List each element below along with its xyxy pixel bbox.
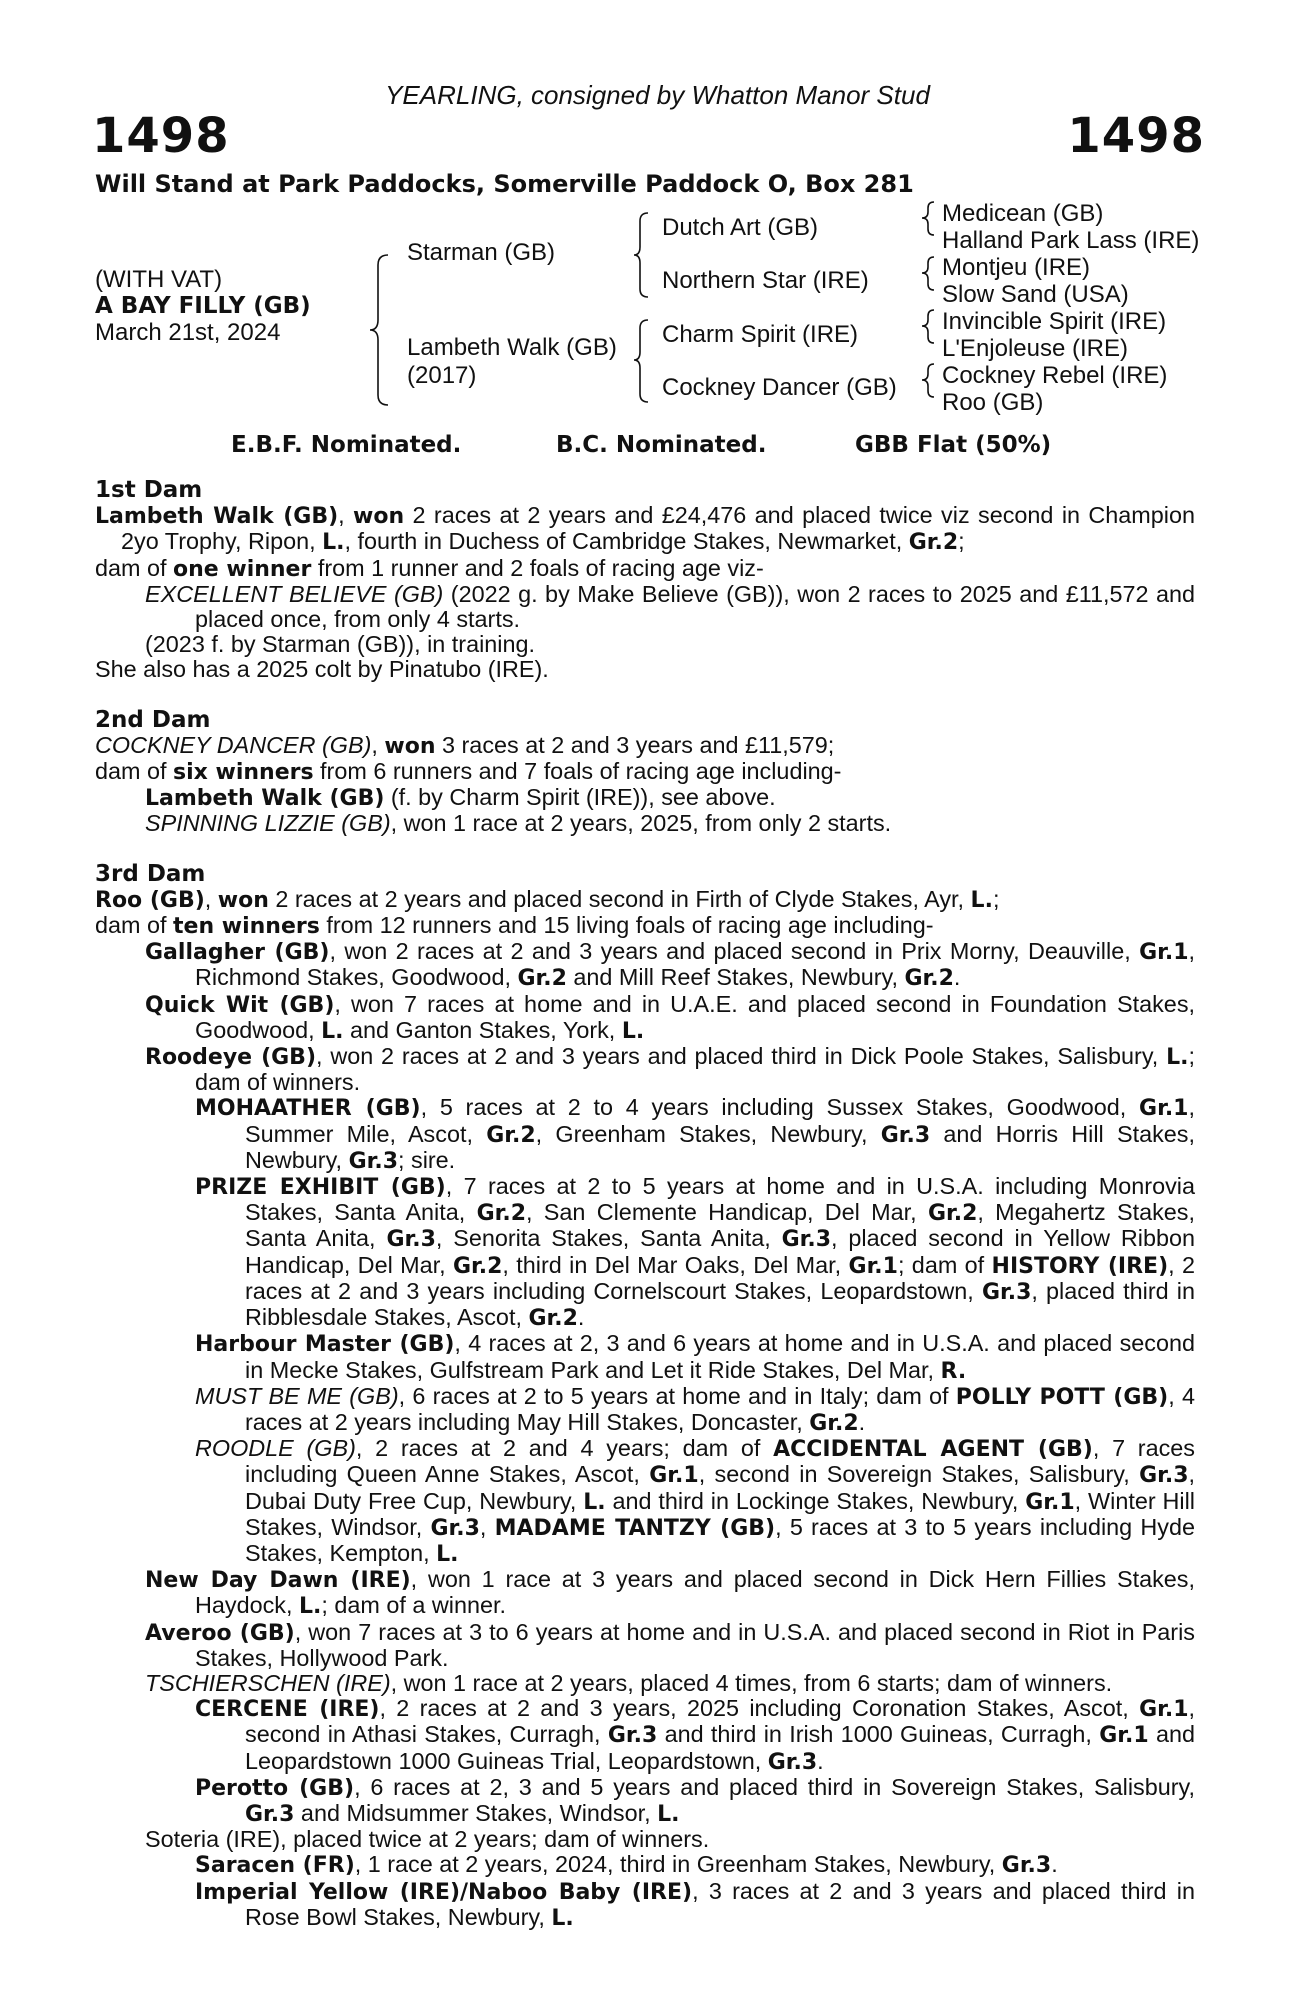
produce-entry — [95, 913, 1195, 939]
text-run: 2 races at 2 years and £24,476 and placed twice viz second in Champion 2yo Trophy, Ripon, — [121, 502, 1196, 555]
bold-text: Gr.1 — [1139, 1697, 1189, 1723]
bold-text: Averoo (GB) — [145, 1620, 295, 1646]
text-run: , 1 race at 2 years, 2024, third in Greenham Stakes, Newbury, — [354, 1851, 1002, 1878]
bold-text: Gr.2 — [927, 1201, 978, 1227]
text-run: and Ganton Stakes, York, — [343, 1016, 622, 1043]
produce-entry — [95, 1331, 1195, 1383]
bold-text: six winners — [173, 760, 314, 786]
bold-text: PRIZE EXHIBIT (GB) — [195, 1175, 446, 1201]
bold-text: L. — [299, 1594, 322, 1620]
text-run: ; dam of winners. — [195, 1043, 1195, 1096]
produce-entry — [95, 582, 1195, 632]
produce-entry — [95, 1044, 1195, 1095]
bold-text: Gr.3 — [1139, 1463, 1189, 1489]
bold-text: Gr.3 — [348, 1148, 398, 1174]
produce-entry — [95, 811, 1195, 836]
pedigree-dsd: L'Enjoleuse (IRE) — [942, 335, 1128, 362]
produce-entry — [95, 632, 1195, 657]
text-run: , Richmond Stakes, Goodwood, — [195, 938, 1196, 991]
text-run: , 6 races at 2 to 5 years at home and in Italy; dam of — [398, 1382, 956, 1409]
text-run: dam of — [95, 912, 174, 939]
text-run: from 6 runners and 7 foals of racing age including- — [313, 758, 842, 785]
text-run: and Mill Reef Stakes, Newbury, — [566, 964, 905, 991]
produce-entry — [95, 556, 1195, 582]
text-run: from 1 runner and 2 foals of racing age viz- — [311, 554, 764, 581]
text-run: 2 races at 2 years and placed second in Firth of Clyde Stakes, Ayr, — [268, 885, 971, 912]
italic-text: SPINNING LIZZIE (GB) — [145, 810, 391, 837]
bold-text: Gr.2 — [476, 1201, 526, 1227]
text-run: and third in Irish 1000 Guineas, Curragh, — [657, 1721, 1100, 1748]
text-run: , San Clemente Handicap, Del Mar, — [526, 1199, 928, 1226]
text-run: and Midsummer Stakes, Windsor, — [294, 1799, 658, 1826]
consignor-line: YEARLING, consigned by Whatton Manor Stud — [385, 80, 930, 110]
pedigree-sds: Montjeu (IRE) — [942, 254, 1091, 281]
pedigree-dam-dam: Cockney Dancer (GB) — [662, 374, 897, 401]
bold-text: Gr.1 — [848, 1253, 898, 1279]
text-run: (2023 f. by Starman (GB)), in training. — [145, 631, 536, 658]
bc-nomination: B.C. Nominated. — [556, 432, 767, 458]
bold-text: Lambeth Walk (GB) — [95, 504, 339, 530]
text-run: ; sire. — [398, 1146, 456, 1173]
bold-text: won — [353, 504, 405, 530]
produce-entry — [95, 1696, 1195, 1775]
text-run: , 5 races at 2 to 4 years including Sussex Stakes, Goodwood, — [420, 1094, 1140, 1121]
bold-text: Gr.3 — [767, 1749, 818, 1775]
italic-text: TSCHIERSCHEN (IRE) — [145, 1669, 391, 1696]
produce-entry — [95, 759, 1195, 785]
text-run: , — [371, 731, 385, 758]
bold-text: Gr.2 — [809, 1410, 859, 1436]
bold-text: L. — [436, 1541, 459, 1567]
text-run: , 2 races at 2 and 3 years, 2025 including Coronation Stakes, Ascot, — [379, 1695, 1140, 1722]
bold-text: Gr.3 — [607, 1723, 658, 1749]
text-run: ; dam of a winner. — [321, 1592, 507, 1619]
bold-text: Gr.3 — [386, 1227, 436, 1253]
produce-entry — [95, 887, 1195, 913]
pedigree-sire: Starman (GB) — [407, 239, 556, 266]
italic-text: EXCELLENT BELIEVE (GB) — [145, 580, 444, 607]
produce-entry — [95, 992, 1195, 1044]
bold-text: Lambeth Walk (GB) — [145, 786, 385, 812]
produce-entry — [95, 1436, 1195, 1567]
bold-text: Imperial Yellow (IRE)/Naboo Baby (IRE) — [195, 1879, 693, 1905]
bold-text: won — [384, 733, 436, 759]
text-run: , Dubai Duty Free Cup, Newbury, — [245, 1461, 1196, 1514]
pedigree-ssd: Halland Park Lass (IRE) — [942, 227, 1200, 254]
text-run: , fourth in Duchess of Cambridge Stakes, Newmarket, — [344, 528, 909, 555]
bold-text: Gr.2 — [904, 966, 954, 992]
bold-text: L. — [657, 1801, 680, 1827]
pedigree-dds: Cockney Rebel (IRE) — [942, 362, 1168, 389]
bold-text: L. — [583, 1489, 606, 1515]
italic-text: MUST BE ME (GB) — [195, 1382, 399, 1409]
bold-text: Gr.1 — [1025, 1489, 1075, 1515]
bold-text: Gr.3 — [430, 1515, 480, 1541]
pedigree-sire-dam: Northern Star (IRE) — [662, 267, 869, 294]
text-run: , Summer Mile, Ascot, — [245, 1094, 1195, 1147]
bold-text: ten winners — [173, 914, 320, 940]
text-run: , 5 races at 3 to 5 years including Hyde Stakes, Kempton, — [245, 1513, 1195, 1566]
text-run: , won 1 race at 3 years and placed second in Dick Hern Fillies Stakes, Haydock, — [195, 1566, 1196, 1619]
pedigree-sss: Medicean (GB) — [942, 200, 1104, 227]
text-run: , won 2 races at 2 and 3 years and placed second in Prix Morny, Deauville, — [329, 938, 1140, 965]
text-run: ; dam of — [897, 1251, 992, 1278]
bold-text: L. — [621, 1018, 645, 1044]
produce-entry — [95, 1620, 1195, 1671]
bold-text: L. — [970, 887, 993, 913]
bold-text: New Day Dawn (IRE) — [145, 1568, 411, 1594]
text-run: and Horris Hill Stakes, Newbury, — [245, 1120, 1195, 1173]
text-run: Soteria (IRE), placed twice at 2 years; dam of winners. — [145, 1826, 710, 1853]
text-run: (f. by Charm Spirit (IRE)), see above. — [384, 784, 776, 811]
pedigree-dam: Lambeth Walk (GB) — [407, 334, 617, 361]
text-run: , second in Sovereign Stakes, Salisbury, — [698, 1461, 1140, 1488]
bold-text: MOHAATHER (GB) — [195, 1096, 421, 1122]
bold-text: ACCIDENTAL AGENT (GB) — [773, 1437, 1093, 1463]
text-run: , placed third in Ribblesdale Stakes, Ascot, — [245, 1277, 1195, 1331]
text-run: , Megahertz Stakes, Santa Anita, — [245, 1199, 1195, 1252]
bold-text: L. — [551, 1905, 574, 1931]
bold-text: Gallagher (GB) — [145, 940, 330, 966]
text-run: . — [858, 1408, 866, 1435]
text-run: , — [338, 502, 354, 529]
text-run: dam of — [95, 758, 174, 785]
italic-text: ROODLE (GB) — [195, 1435, 356, 1462]
produce-entry — [95, 1567, 1195, 1619]
bold-text: Gr.3 — [981, 1279, 1032, 1305]
bold-text: Quick Wit (GB) — [145, 992, 335, 1018]
text-run: , 2 races at 2 and 4 years; dam of — [355, 1435, 774, 1462]
bold-text: Gr.2 — [528, 1306, 578, 1332]
text-run: . — [577, 1304, 585, 1331]
text-run: , 7 races at 2 to 5 years at home and in U.S.A. including Monrovia Stakes, Santa Anita, — [245, 1173, 1195, 1226]
produce-entry — [95, 939, 1195, 991]
text-run: ; — [992, 885, 1000, 912]
text-run: (2022 g. by Make Believe (GB)), won 2 races to 2025 and £11,572 and placed once, from only 4 starts. — [195, 580, 1195, 633]
bold-text: Gr.2 — [908, 530, 959, 556]
text-run: , won 7 races at home and in U.A.E. and placed second in Foundation Stakes, Goodwood, — [195, 990, 1196, 1043]
text-run: , placed second in Yellow Ribbon Handicap, Del Mar, — [245, 1225, 1195, 1278]
bold-text: Gr.3 — [880, 1122, 931, 1148]
pedigree-dam-year: (2017) — [407, 362, 477, 389]
pedigree-dss: Invincible Spirit (IRE) — [942, 308, 1167, 335]
bold-text: MADAME TANTZY (GB) — [494, 1515, 776, 1541]
section-title: 1st Dam — [95, 477, 203, 503]
text-run: , Winter Hill Stakes, Windsor, — [245, 1487, 1196, 1540]
gbb-flat: GBB Flat (50%) — [855, 432, 1052, 458]
bold-text: L. — [322, 530, 345, 556]
bold-text: Gr.3 — [781, 1227, 832, 1253]
text-run: , 6 races at 2, 3 and 5 years and placed third in Sovereign Stakes, Salisbury, — [354, 1773, 1195, 1800]
text-run: , 3 races at 2 and 3 years and placed third in Rose Bowl Stakes, Newbury, — [245, 1877, 1195, 1930]
produce-entry — [95, 733, 1195, 759]
text-run: dam of — [95, 554, 174, 581]
text-run: from 12 runners and 15 living foals of racing age including- — [319, 912, 934, 939]
bold-text: Gr.3 — [1001, 1853, 1052, 1879]
text-run: , Greenham Stakes, Newbury, — [535, 1120, 881, 1147]
text-run: . — [953, 964, 961, 991]
text-run: , 7 races including Queen Anne Stakes, Ascot, — [245, 1435, 1196, 1488]
text-run: , 4 races at 2, 3 and 6 years at home and in U.S.A. and placed second in Mecke Stakes, Gulfstream Park and Let it Ride Stakes, Del Mar, — [245, 1330, 1195, 1383]
stabling-location: Will Stand at Park Paddocks, Somerville Paddock O, Box 281 — [95, 170, 914, 198]
bold-text: Gr.2 — [517, 966, 567, 992]
text-run: , third in Del Mar Oaks, Del Mar, — [502, 1251, 849, 1278]
produce-entry — [95, 503, 1195, 555]
bold-text: L. — [321, 1018, 344, 1044]
foaling-date: March 21st, 2024 — [95, 319, 281, 346]
text-run: . — [1051, 1851, 1058, 1878]
produce-entry — [95, 657, 1195, 682]
lot-number-right: 1498 — [1067, 108, 1205, 164]
vat-note: (WITH VAT) — [95, 266, 223, 293]
text-run: , Senorita Stakes, Santa Anita, — [435, 1225, 782, 1252]
pedigree-ddd: Roo (GB) — [942, 389, 1044, 416]
bold-text: Gr.3 — [245, 1801, 295, 1827]
produce-entry — [95, 1879, 1195, 1931]
pedigree-sire-sire: Dutch Art (GB) — [662, 214, 819, 241]
text-run: , — [204, 885, 218, 912]
section-gap — [95, 837, 1195, 862]
text-run: ; — [958, 528, 965, 555]
bold-text: Gr.2 — [452, 1253, 503, 1279]
bold-text: HISTORY (IRE) — [991, 1253, 1169, 1279]
bold-text: Gr.2 — [486, 1122, 536, 1148]
bold-text: Perotto (GB) — [195, 1775, 355, 1801]
text-run: 3 races at 2 and 3 years and £11,579; — [435, 731, 835, 758]
produce-entry — [95, 1775, 1195, 1827]
pedigree-dam-sire: Charm Spirit (IRE) — [662, 321, 859, 348]
italic-text: COCKNEY DANCER (GB) — [95, 731, 372, 758]
bold-text: Gr.1 — [1139, 1096, 1189, 1122]
produce-entry — [95, 1671, 1195, 1696]
bold-text: Gr.1 — [1099, 1723, 1149, 1749]
text-run: and Leopardstown 1000 Guineas Trial, Leopardstown, — [245, 1721, 1195, 1774]
text-run: , won 7 races at 3 to 6 years at home and in U.S.A. and placed second in Riot in Paris Stakes, Hollywood Park. — [195, 1618, 1195, 1671]
text-run: , won 1 race at 2 years, placed 4 times, from 6 starts; dam of winners. — [390, 1669, 1113, 1696]
text-run: , won 2 races at 2 and 3 years and placed third in Dick Poole Stakes, Salisbury, — [316, 1043, 1167, 1070]
text-run: , 4 races at 2 years including May Hill Stakes, Doncaster, — [245, 1382, 1195, 1435]
ebf-nomination: E.B.F. Nominated. — [231, 432, 462, 458]
bold-text: Saracen (FR) — [195, 1853, 355, 1879]
bold-text: won — [217, 887, 269, 913]
produce-entry — [95, 1384, 1195, 1436]
text-run: , second in Athasi Stakes, Curragh, — [245, 1695, 1195, 1748]
produce-entry — [95, 1095, 1195, 1174]
bold-text: Gr.1 — [1139, 940, 1189, 966]
section-title: 3rd Dam — [95, 860, 206, 887]
text-run: . — [817, 1747, 824, 1774]
bold-text: POLLY POTT (GB) — [955, 1384, 1169, 1410]
bold-text: CERCENE (IRE) — [195, 1697, 380, 1723]
text-run: , won 1 race at 2 years, 2025, from only 2 starts. — [390, 810, 892, 837]
bold-text: L. — [1166, 1045, 1189, 1071]
bold-text: Roo (GB) — [95, 887, 205, 913]
bold-text: one winner — [173, 556, 312, 582]
bold-text: Gr.1 — [649, 1463, 699, 1489]
produce-entry — [95, 785, 1195, 811]
bold-text: R. — [940, 1358, 967, 1384]
produce-entry — [95, 1852, 1195, 1878]
bold-text: Harbour Master (GB) — [195, 1332, 455, 1358]
text-run: , — [479, 1513, 495, 1540]
horse-name: A BAY FILLY (GB) — [95, 293, 311, 319]
produce-record — [95, 478, 1195, 1931]
text-run: She also has a 2025 colt by Pinatubo (IRE). — [95, 656, 549, 683]
produce-entry — [95, 1827, 1195, 1852]
bold-text: Roodeye (GB) — [145, 1045, 317, 1071]
text-run: , 2 races at 2 and 3 years including Cornelscourt Stakes, Leopardstown, — [245, 1251, 1196, 1304]
text-run: and third in Lockinge Stakes, Newbury, — [605, 1487, 1026, 1514]
lot-number-left: 1498 — [92, 108, 230, 164]
pedigree-sdd: Slow Sand (USA) — [942, 281, 1129, 308]
pedigree-brackets — [0, 0, 1315, 440]
section-gap — [95, 683, 1195, 708]
produce-entry — [95, 1174, 1195, 1331]
section-title: 2nd Dam — [95, 706, 211, 733]
